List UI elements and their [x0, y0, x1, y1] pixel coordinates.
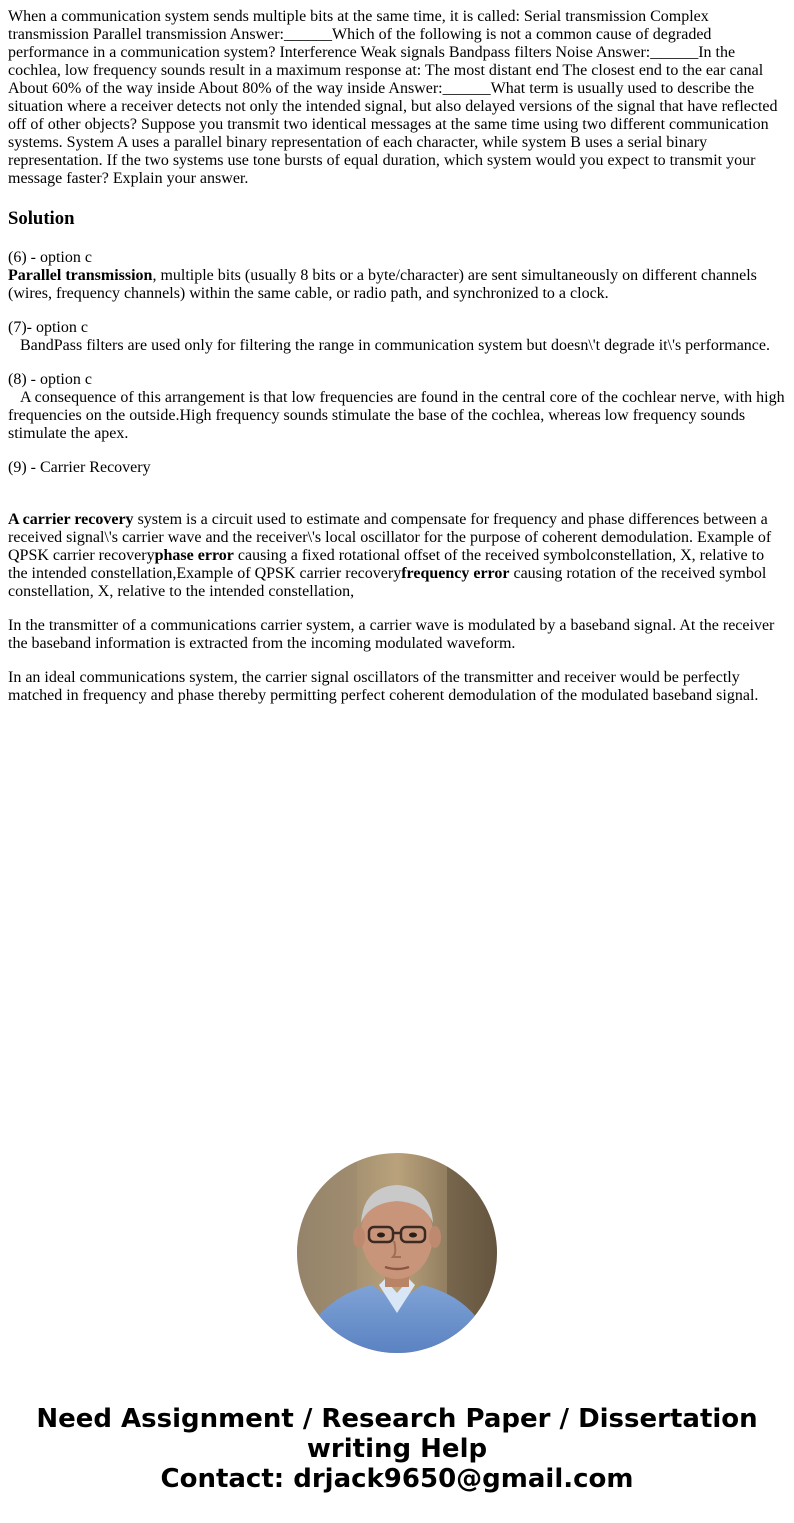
carrier-recovery-text-1: system is a circuit used to estimate and compensate for frequency and phase differences between a received signal\'s carrier wave and the receiver\'s local oscillator for the purpose of coherent demodulation. Example of QPSK carrier recovery	[8, 511, 772, 564]
promo-footer	[0, 1404, 794, 1494]
transmitter-paragraph: In the transmitter of a communications carrier system, a carrier wave is modulated by a baseband signal. At the receiver the baseband information is extracted from the incoming modulated waveform.	[8, 617, 775, 652]
answer-6-bold: Parallel transmission	[8, 267, 153, 284]
carrier-recovery-paragraph	[8, 511, 786, 601]
footer-line-1: Need Assignment / Research Paper / Dissertation	[36, 1404, 758, 1434]
answer-6-heading: (6) - option c	[8, 249, 92, 266]
answer-7	[8, 319, 786, 355]
answer-6	[8, 249, 786, 303]
document-page	[0, 0, 794, 705]
carrier-recovery-text-3: causing rotation of the received symbol constellation, X, relative to the intended constellation,	[8, 565, 767, 600]
answer-8-text: A consequence of this arrangement is that low frequencies are found in the central core of the cochlear nerve, with high frequencies on the outside.High frequency sounds stimulate the base of the cochlea, whereas low frequency sounds stimulate the apex.	[8, 389, 785, 442]
answer-8	[8, 371, 786, 443]
frequency-error-bold: frequency error	[401, 565, 510, 582]
answer-8-heading: (8) - option c	[8, 371, 92, 388]
footer-contact: Contact: drjack9650@gmail.com	[160, 1464, 634, 1494]
ideal-system-paragraph: In an ideal communications system, the carrier signal oscillators of the transmitter and receiver would be perfectly matched in frequency and phase thereby permitting perfect coherent demodulation of the modulated baseband signal.	[8, 669, 759, 704]
answer-7-text: BandPass filters are used only for filtering the range in communication system but doesn\'t degrade it\'s performance.	[20, 337, 771, 354]
solution-heading: Solution	[8, 208, 75, 229]
question-text: When a communication system sends multiple bits at the same time, it is called: Serial transmission Complex transmission Parallel transmission Answer:______Which of the following is not a common cause of degraded performance in a communication system? Interference Weak signals Bandpass filters Noise Answer:______In the cochlea, low frequency sounds result in a maximum response at: The most distant end The closest end to the ear canal About 60% of the way inside About 80% of the way inside Answer:______What term is usually used to describe the situation where a receiver detects not only the intended signal, but also delayed versions of the signal that have reflected off of other objects? Suppose you transmit two identical messages at the same time using two different communication systems. System A uses a parallel binary representation of each character, while system B uses a serial binary representation. If the two systems use tone bursts of equal duration, which system would you expect to transmit your message faster? Explain your answer.	[8, 8, 778, 187]
answer-6-text: , multiple bits (usually 8 bits or a byte/character) are sent simultaneously on different channels (wires, frequency channels) within the same cable, or radio path, and synchronized to a clock.	[8, 267, 757, 302]
carrier-recovery-bold: A carrier recovery	[8, 511, 134, 528]
answer-9-heading: (9) - Carrier Recovery	[8, 459, 151, 476]
answer-7-heading: (7)- option c	[8, 319, 88, 336]
answer-7-body	[8, 337, 786, 355]
author-avatar	[297, 1153, 497, 1353]
answer-8-body	[8, 389, 786, 443]
phase-error-bold: phase error	[154, 547, 234, 564]
answer-6-body	[8, 267, 786, 303]
carrier-recovery-text-2: causing a fixed rotational offset of the received symbolconstellation, X, relative to the intended constellation,Example of QPSK carrier recovery	[8, 547, 765, 582]
author-photo	[297, 1153, 497, 1353]
answer-9	[8, 459, 786, 705]
footer-line-2: writing Help	[306, 1434, 488, 1464]
